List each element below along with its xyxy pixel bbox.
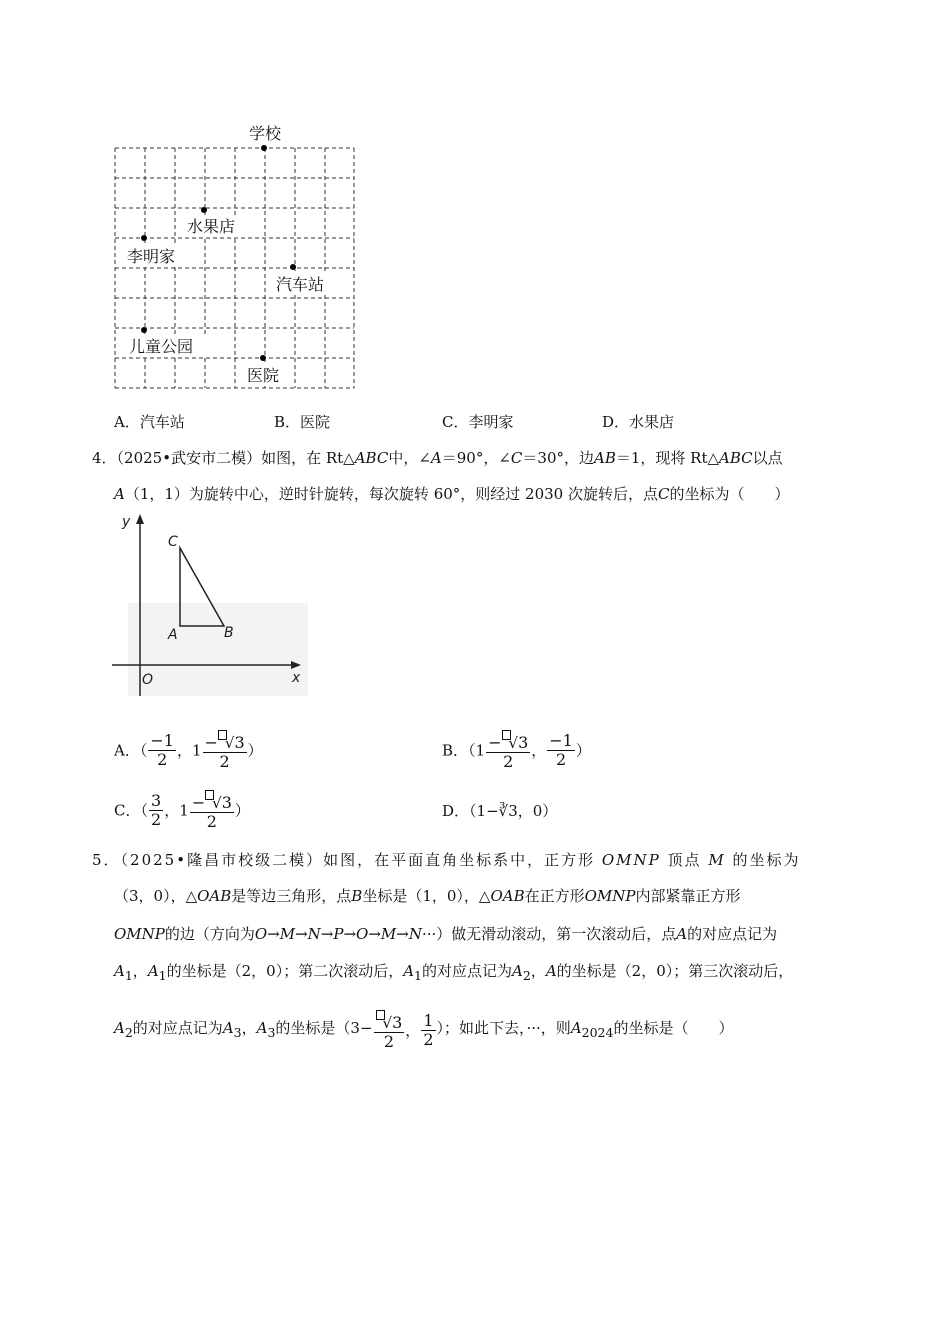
point-c-label: C <box>168 534 178 550</box>
place-li-ming-home: 李明家 <box>127 247 176 266</box>
place-bus-station: 汽车站 <box>276 275 325 294</box>
place-fruit-shop: 水果店 <box>187 217 236 236</box>
q5-line4: $A_1$，$A_1$的坐标是（2，0）；第二次滚动后，$A_1$的对应点记为$A_2$，A的坐标是（2，0）；第三次滚动后， <box>114 962 794 983</box>
place-hospital: 医院 <box>247 366 280 385</box>
q4-option-a[interactable]: A．（ $\frac{-1}{2}$ ，1 $\frac{- √3}{2}$ ） <box>114 731 263 771</box>
place-school: 学校 <box>249 124 282 143</box>
hospital-dot <box>260 355 266 361</box>
li-ming-home-dot <box>141 235 147 241</box>
q5-line3: OMNP的边（方向为O→M→N→P→O→M→N···）做无滑动滚动，第一次滚动后，点A的对应点记为 <box>114 925 778 943</box>
q5-line2: （3，0），△OAB是等边三角形，点B坐标是（1，0），△OAB在正方形OMNP内部紧靠正方形 <box>114 887 741 905</box>
school-dot <box>261 145 267 151</box>
point-a-label: A <box>168 627 178 643</box>
q4-option-c[interactable]: C．（ $\frac{3}{2}$ ，1 $\frac{- √3}{2}$ ） <box>114 791 250 831</box>
figure-background <box>128 603 308 696</box>
q3-option-c[interactable]: C．李明家 <box>442 413 514 431</box>
fruit-shop-dot <box>201 207 207 213</box>
q3-option-d[interactable]: D．水果店 <box>602 413 675 431</box>
q3-option-a[interactable]: A．汽车站 <box>114 413 185 431</box>
y-axis-arrow <box>136 514 144 524</box>
q4-line2: A（1，1）为旋转中心，逆时针旋转，每次旋转 60°，则经过 2030 次旋转后，点C的坐标为（ ） <box>114 485 790 503</box>
x-axis-label: x <box>292 670 301 686</box>
q4-line1: 4．（2025•武安市二模）如图，在 Rt△ABC中，∠A＝90°，∠C＝30°，边AB＝1，现将 Rt△ABC以点 <box>92 449 783 467</box>
place-children-park: 儿童公园 <box>129 337 194 356</box>
children-park-dot <box>141 327 147 333</box>
origin-label: O <box>142 672 154 688</box>
q4-option-d[interactable]: D．（1−∛3，0） <box>442 802 558 820</box>
point-b-label: B <box>224 625 234 641</box>
q4-option-b[interactable]: B．（1 $\frac{- √3}{2}$ ， $\frac{-1}{2}$ ） <box>442 731 591 771</box>
q4-triangle-figure <box>108 508 308 698</box>
y-axis-label: y <box>122 514 131 530</box>
grid-map-figure <box>100 115 370 400</box>
q5-line1: 5．（2025•隆昌市校级二模）如图，在平面直角坐标系中，正方形 OMNP 顶点 M 的坐标为 <box>92 851 801 869</box>
q3-option-b[interactable]: B．医院 <box>274 413 331 431</box>
q5-line5: $A_2$的对应点记为$A_3$，$A_3$的坐标是（3− $\frac{√3}{2}$ ， $\frac{1}{2}$ ）；如此下去，···，则$A_{2024}$的坐标是（ ） <box>114 1011 734 1051</box>
bus-station-dot <box>290 264 296 270</box>
